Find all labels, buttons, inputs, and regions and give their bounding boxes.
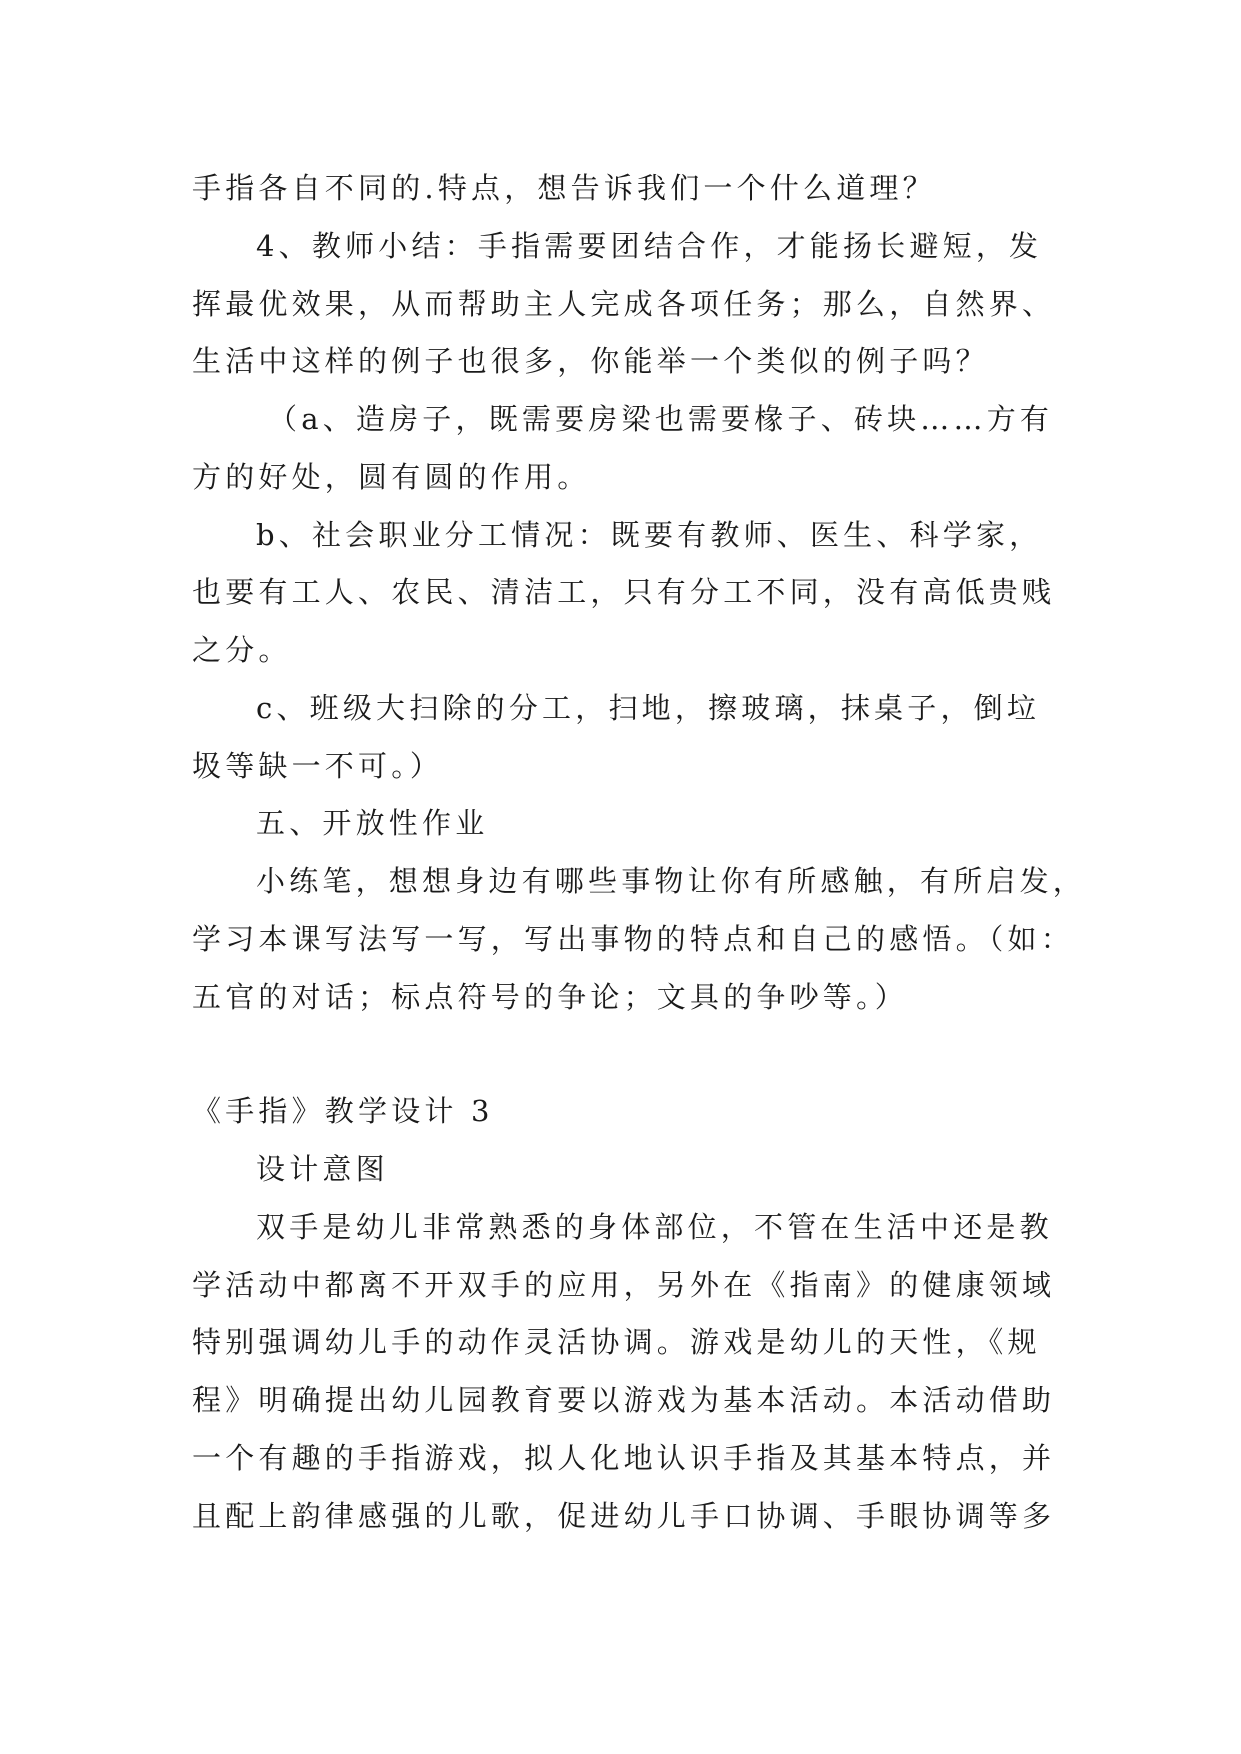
text-line: 学活动中都离不开双手的应用，另外在《指南》的健康领域 [192, 1268, 1056, 1302]
text-line: c、班级大扫除的分工，扫地，擦玻璃，抹桌子，倒垃 [256, 691, 1041, 725]
text-line: 挥最优效果，从而帮助主人完成各项任务；那么，自然界、 [192, 287, 1056, 321]
text-line: 一个有趣的手指游戏，拟人化地认识手指及其基本特点，并 [192, 1441, 1056, 1475]
text-line: 之分。 [192, 633, 292, 667]
text-line: （a、造房子，既需要房梁也需要椽子、砖块……方有 [268, 402, 1054, 436]
text-line: 圾等缺一不可。） [192, 749, 444, 783]
text-line: 且配上韵律感强的儿歌，促进幼儿手口协调、手眼协调等多 [192, 1499, 1056, 1533]
text-line: 特别强调幼儿手的动作灵活协调。游戏是幼儿的天性，《规 [192, 1325, 1041, 1359]
section-heading: 设计意图 [256, 1152, 389, 1186]
text-line: 五官的对话；标点符号的争论；文具的争吵等。） [192, 980, 908, 1014]
text-line: 双手是幼儿非常熟悉的身体部位，不管在生活中还是教 [256, 1210, 1053, 1244]
section-heading: 五、开放性作业 [256, 806, 489, 840]
text-line: 手指各自不同的.特点，想告诉我们一个什么道理？ [192, 171, 936, 205]
text-line: 4、教师小结：手指需要团结合作，才能扬长避短，发 [256, 229, 1043, 263]
text-line: 学习本课写法写一写，写出事物的特点和自己的感悟。（如： [192, 922, 1074, 956]
text-line: b、社会职业分工情况：既要有教师、医生、科学家， [256, 518, 1043, 552]
text-line: 生活中这样的例子也很多，你能举一个类似的例子吗？ [192, 344, 989, 378]
text-line: 方的好处，圆有圆的作用。 [192, 460, 591, 494]
text-line: 小练笔，想想身边有哪些事物让你有所感触，有所启发， [256, 864, 1087, 898]
document-title: 《手指》教学设计 3 [192, 1094, 494, 1128]
text-line: 程》明确提出幼儿园教育要以游戏为基本活动。本活动借助 [192, 1383, 1056, 1417]
text-line: 也要有工人、农民、清洁工，只有分工不同，没有高低贵贱 [192, 575, 1056, 609]
